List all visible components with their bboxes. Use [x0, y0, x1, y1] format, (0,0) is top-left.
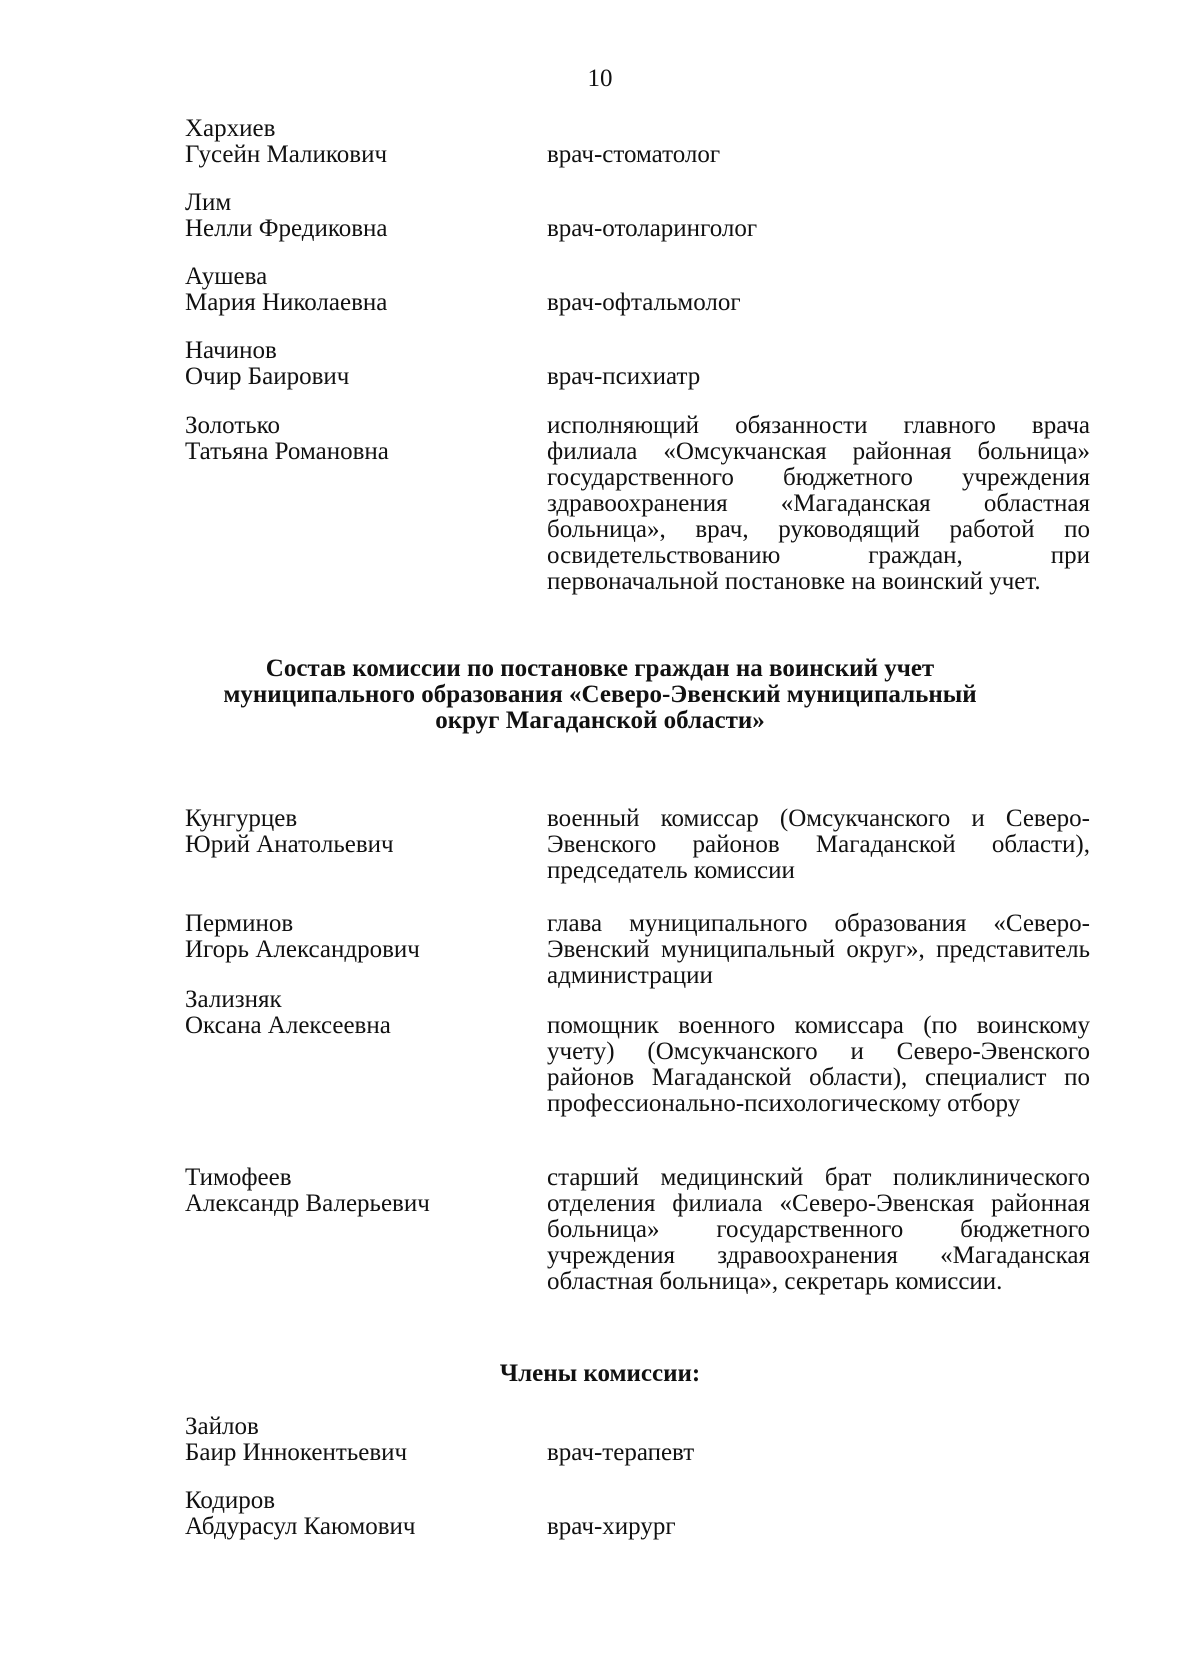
surname: Начинов [185, 337, 277, 364]
section-heading [0, 656, 1200, 734]
given-name: Абдурасул Каюмович [185, 1513, 416, 1540]
person-name [185, 264, 515, 316]
surname: Зайлов [185, 1413, 259, 1440]
person-name [185, 1165, 515, 1217]
position: старший медицинский брат поликлинического отделения филиала «Северо-Эвенская районная больница» государственного бюджетного учреждения здравоохранения «Магаданская областная больница», секретарь комиссии. [547, 1164, 1090, 1295]
surname: Хархиев [185, 115, 276, 142]
given-name: Игорь Александрович [185, 936, 420, 963]
position: военный комиссар (Омсукчанского и Северо-Эвенского районов Магаданской области), председатель комиссии [547, 805, 1090, 884]
list-item [185, 806, 1090, 886]
heading-line: муниципального образования «Северо-Эвенский муниципальный [223, 681, 977, 708]
given-name: Юрий Анатольевич [185, 831, 394, 858]
list-item [185, 1414, 1090, 1466]
person-name [185, 987, 515, 1039]
person-name [185, 413, 515, 465]
surname: Аушева [185, 263, 268, 290]
surname: Кунгурцев [185, 805, 298, 832]
position: врач-терапевт [547, 1439, 695, 1466]
given-name: Оксана Алексеевна [185, 1012, 391, 1039]
position: врач-отоларинголог [547, 215, 758, 242]
members-heading: Члены комиссии: [499, 1360, 701, 1387]
heading-line: Состав комиссии по постановке граждан на воинский учет [265, 655, 935, 682]
surname: Перминов [185, 910, 294, 937]
surname: Зализняк [185, 986, 282, 1013]
given-name: Александр Валерьевич [185, 1190, 430, 1217]
list-item [185, 987, 1090, 1147]
person-name [185, 190, 515, 242]
surname: Лим [185, 189, 232, 216]
list-item [185, 338, 1090, 390]
given-name: Очир Баирович [185, 363, 350, 390]
list-item [185, 1488, 1090, 1540]
position: врач-хирург [547, 1513, 676, 1540]
person-name [185, 806, 515, 858]
given-name: Татьяна Романовна [185, 438, 389, 465]
person-name [185, 911, 515, 963]
heading-line: округ Магаданской области» [435, 707, 765, 734]
person-name [185, 1414, 515, 1466]
list-item [185, 264, 1090, 316]
person-name [185, 116, 515, 168]
position: врач-стоматолог [547, 141, 721, 168]
position: врач-офтальмолог [547, 289, 741, 316]
position: глава муниципального образования «Северо-Эвенский муниципальный округ», представитель администрации [547, 910, 1090, 989]
given-name: Нелли Фредиковна [185, 215, 388, 242]
list-item [185, 911, 1090, 991]
given-name: Гусейн Маликович [185, 141, 388, 168]
person-name [185, 338, 515, 390]
position: исполняющий обязанности главного врача филиала «Омсукчанская районная больница» государственного бюджетного учреждения здравоохранения «Магаданская областная больница», врач, руководящий работой по освидетельствованию граждан, при первоначальной постановке на воинский учет. [547, 412, 1090, 595]
list-item [185, 190, 1090, 242]
person-name [185, 1488, 515, 1540]
given-name: Мария Николаевна [185, 289, 388, 316]
surname: Кодиров [185, 1487, 276, 1514]
list-item [185, 116, 1090, 168]
list-item [185, 413, 1090, 623]
list-item [185, 1165, 1090, 1325]
page-number: 10 [587, 65, 613, 92]
position: врач-психиатр [547, 363, 701, 390]
surname: Тимофеев [185, 1164, 292, 1191]
position: помощник военного комиссара (по воинскому учету) (Омсукчанского и Северо-Эвенского районов Магаданской области), специалист по профессионально-психологическому отбору [547, 1012, 1090, 1117]
surname: Золотько [185, 412, 281, 439]
given-name: Баир Иннокентьевич [185, 1439, 408, 1466]
